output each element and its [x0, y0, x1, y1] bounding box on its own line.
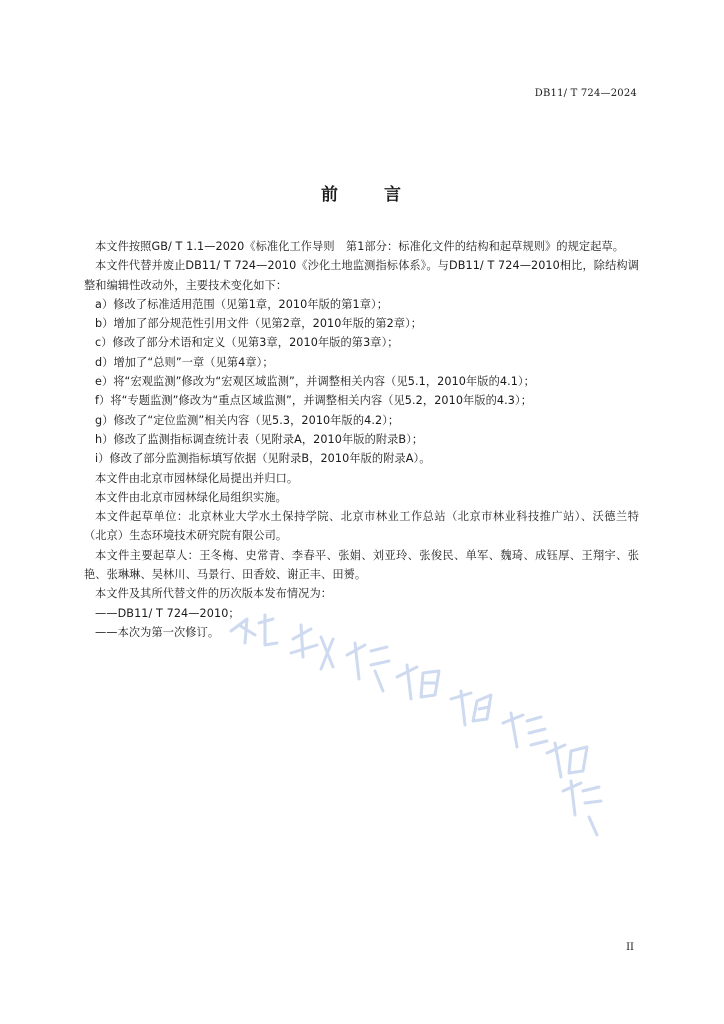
- history-list: [84, 604, 639, 643]
- document-body: [84, 237, 639, 642]
- change-item-h: h）修改了监测指标调查统计表（见附录A，2010年版的附录B）；: [95, 432, 424, 446]
- change-item-c: c）修改了部分术语和定义（见第3章，2010年版的第3章）；: [95, 336, 399, 350]
- paragraph-drafting-units: 本文件起草单位：北京林业大学水土保持学院、北京市林业工作总站（北京市林业科技推广站）、沃德兰特（北京）生态环境技术研究院有限公司。: [84, 510, 639, 543]
- paragraph-organizer: 本文件由北京市园林绿化局组织实施。: [95, 490, 287, 504]
- paragraph-proposer: 本文件由北京市园林绿化局提出并归口。: [95, 471, 299, 485]
- change-item-e: e）将“宏观监测”修改为“宏观区域监测”，并调整相关内容（见5.1，2010年版的4.1）；: [95, 375, 535, 389]
- change-item-a: a）修改了标准适用范围（见第1章，2010年版的第1章）；: [95, 297, 388, 311]
- change-item-d: d）增加了“总则”一章（见第4章）；: [95, 355, 274, 369]
- paragraph-drafters: 本文件主要起草人：王冬梅、史常青、李春平、张娟、刘亚玲、张俊民、单军、魏琦、成钰厚、王翔宇、张艳、张琳琳、吴林川、马景行、田香姣、谢正丰、田赟。: [84, 548, 639, 582]
- paragraph-replacement: 本文件代替并废止DB11/ T 724—2010《沙化土地监测指标体系》。与DB11/ T 724—2010相比，除结构调整和编辑性改动外，主要技术变化如下：: [84, 259, 639, 292]
- page-title: 前 言: [321, 185, 403, 205]
- history-item: ——DB11/ T 724—2010；: [95, 606, 240, 620]
- history-item: ——本次为第一次修订。: [95, 625, 220, 639]
- changes-list: [84, 295, 639, 469]
- change-item-i: i）修改了部分监测指标填写依据（见附录B，2010年版的附录A）。: [95, 452, 431, 466]
- paragraph-history-intro: 本文件及其所代替文件的历次版本发布情况为：: [95, 587, 333, 601]
- page-number: II: [626, 942, 634, 953]
- change-item-b: b）增加了部分规范性引用文件（见第2章，2010年版的第2章）；: [95, 317, 423, 331]
- standard-code: DB11/ T 724—2024: [534, 88, 637, 99]
- change-item-f: f）将“专题监测”修改为“重点区域监测”，并调整相关内容（见5.2，2010年版的4.3）；: [95, 394, 532, 408]
- change-item-g: g）修改了“定位监测”相关内容（见5.3，2010年版的4.2）；: [95, 413, 400, 427]
- paragraph-drafting-rule: 本文件按照GB/ T 1.1—2020《标准化工作导则 第1部分：标准化文件的结构和起草规则》的规定起草。: [95, 240, 625, 253]
